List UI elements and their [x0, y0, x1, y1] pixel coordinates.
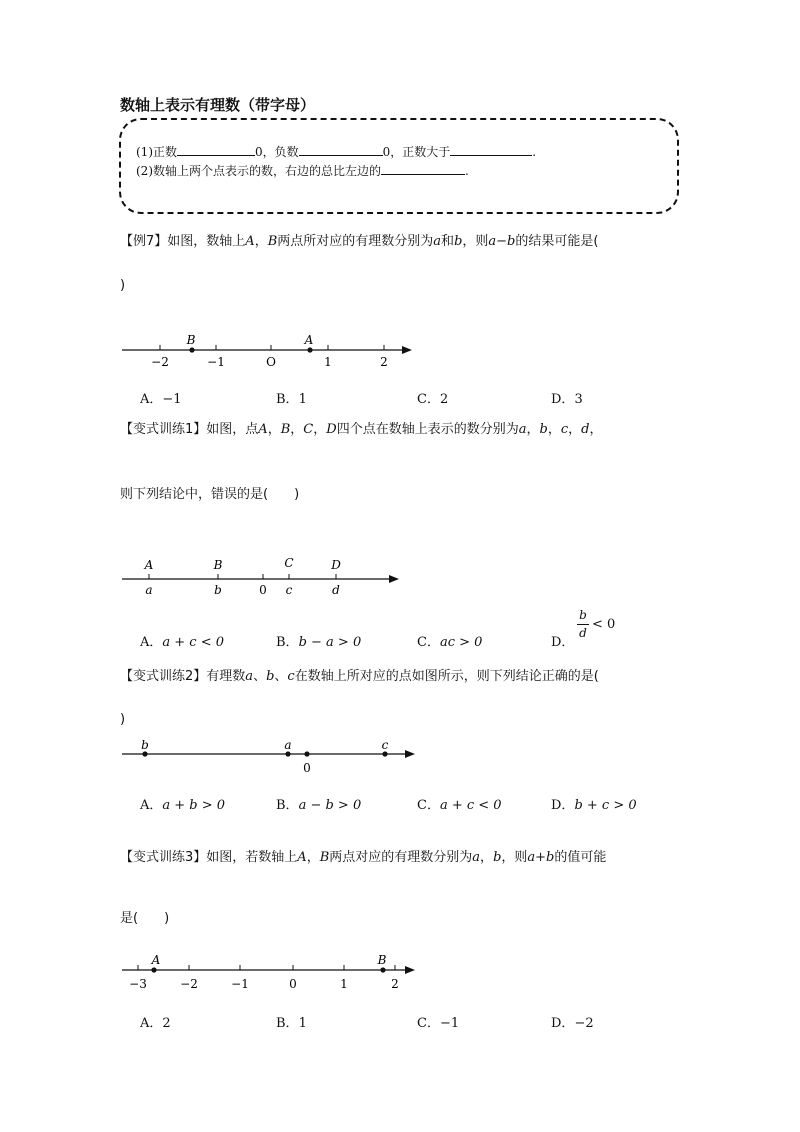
option-value: −2: [574, 1016, 594, 1031]
tick-label: 1: [340, 977, 348, 991]
v1-question-line-2: [120, 483, 299, 502]
point-label-B: B: [377, 953, 387, 967]
option-value: 2: [162, 1016, 171, 1031]
q-text: 两点所对应的有理数分别为: [277, 234, 434, 249]
v1-tag: 【变式训练1】: [120, 422, 207, 437]
v1-option-b[interactable]: [276, 631, 361, 650]
q-text: 是: [120, 911, 134, 926]
point-label-A: A: [151, 953, 161, 967]
q-text: ，则: [462, 234, 489, 249]
option-letter: D．: [551, 635, 575, 650]
point-label-c: c: [381, 738, 389, 752]
var-a: a: [245, 669, 254, 684]
axis-arrow: [405, 966, 415, 974]
q-text: 的值可能: [554, 850, 607, 865]
v3-option-c[interactable]: [417, 1012, 459, 1031]
fraction-numerator: b: [579, 608, 587, 622]
q-text: 如图，若数轴上: [206, 850, 298, 865]
point-label-A: A: [304, 333, 314, 347]
var-A: A: [297, 850, 307, 865]
point-label-D: D: [331, 558, 341, 572]
var-b: b: [454, 234, 463, 249]
q-text: 的结果可能是: [515, 234, 594, 249]
q-text: 在数轴上所对应的点如图所示，则下列结论正确的是: [294, 669, 594, 684]
option-value: 2: [439, 392, 449, 407]
tick-label: 2: [380, 355, 388, 369]
option-value: −1: [162, 392, 182, 407]
var-b: b: [266, 669, 275, 684]
v3-question: [120, 846, 606, 865]
q-text: ，: [254, 234, 268, 249]
var-c: c: [560, 422, 569, 437]
var-C: C: [303, 422, 314, 437]
v3-option-d[interactable]: [551, 1012, 594, 1031]
option-letter: C．: [417, 635, 440, 650]
tick-label: −1: [207, 355, 225, 369]
ex7-option-c[interactable]: [417, 388, 448, 407]
fill-text: 0，正数大于: [382, 145, 451, 159]
option-letter: B．: [276, 1016, 299, 1031]
option-value: ac > 0: [439, 635, 483, 650]
ex7-option-b[interactable]: [276, 388, 307, 407]
v2-question: [120, 665, 599, 684]
point-b: [142, 751, 147, 756]
var-a: a: [472, 850, 481, 865]
q-text: 如图，点: [206, 422, 259, 437]
ex7-option-d[interactable]: [551, 388, 583, 407]
blank-2: [299, 144, 383, 156]
option-letter: D．: [551, 798, 575, 813]
value-label-b: b: [214, 583, 222, 597]
option-value: b − a > 0: [298, 635, 362, 650]
option-letter: D．: [551, 1016, 575, 1031]
value-label-c: c: [285, 583, 293, 597]
tick-label: −1: [231, 977, 249, 991]
v2-option-d[interactable]: [551, 794, 637, 813]
q-text: 、: [253, 669, 267, 684]
q-text: ，: [306, 850, 320, 865]
v1-option-a[interactable]: [140, 631, 224, 650]
ex7-paren-close: ): [120, 278, 126, 293]
blank-1: [177, 144, 255, 156]
fraction-relation: < 0: [592, 617, 616, 632]
answer-paren: ( ): [263, 487, 300, 502]
v1-question: 【变式训练1】如图，点A，B，C，D四个点在数轴上表示的数分别为a，b，c，d，: [120, 422, 603, 437]
option-value: 3: [574, 392, 583, 407]
var-a: a: [433, 234, 442, 249]
tick-label: 2: [391, 977, 399, 991]
q-text: 则下列结论中，错误的是: [120, 487, 264, 502]
fill-text: .: [532, 145, 537, 159]
option-value: 1: [298, 1016, 307, 1031]
v1-number-line: [118, 552, 408, 600]
q-text: 两点对应的有理数分别为: [329, 850, 473, 865]
option-value: a + b > 0: [162, 798, 226, 813]
v3-tag: 【变式训练3】: [120, 850, 207, 865]
v2-option-c[interactable]: [417, 794, 502, 813]
option-letter: D．: [551, 392, 575, 407]
option-letter: C．: [417, 798, 440, 813]
var-A: A: [245, 234, 255, 249]
tick-label: O: [266, 355, 276, 369]
option-letter: B．: [276, 798, 299, 813]
fill-text: 0，负数: [255, 145, 299, 159]
v2-tag: 【变式训练2】: [120, 669, 207, 684]
value-label-d: d: [332, 583, 340, 597]
v3-number-line: [118, 950, 423, 992]
point-label-B: B: [186, 333, 196, 347]
v2-paren-close: ): [120, 712, 126, 727]
blank-4: [381, 163, 465, 175]
point-label-A: A: [144, 558, 154, 572]
v2-option-a[interactable]: [140, 794, 225, 813]
option-letter: C．: [417, 1016, 440, 1031]
section-title: 数轴上表示有理数（带字母）: [120, 96, 316, 114]
var-A: A: [258, 422, 268, 437]
fraction-bar: [577, 624, 589, 625]
q-text: 有理数: [206, 669, 246, 684]
option-letter: B．: [276, 635, 299, 650]
q-text: 如图，数轴上: [167, 234, 246, 249]
tick-label: −3: [129, 977, 147, 991]
var-c: c: [287, 669, 295, 684]
ex7-tag: 【例7】: [120, 234, 168, 249]
ex7-option-a[interactable]: [140, 388, 182, 407]
axis-arrow: [389, 575, 399, 583]
q-text: 、: [274, 669, 288, 684]
ex7-question: [120, 230, 598, 249]
tick-label: −2: [151, 355, 169, 369]
value-label-zero: 0: [259, 583, 267, 597]
var-B: B: [267, 234, 278, 249]
tick-label: 1: [324, 355, 332, 369]
option-value: a + c < 0: [162, 635, 225, 650]
point-label-zero: 0: [303, 761, 311, 775]
tick-label: −2: [180, 977, 198, 991]
point-label-B: B: [213, 558, 223, 572]
v2-option-b[interactable]: [276, 794, 361, 813]
blank-3: [450, 144, 532, 156]
fill-text: (1)正数: [136, 145, 177, 159]
ex7-number-line: [118, 330, 418, 372]
option-letter: A．: [140, 392, 163, 407]
var-B: B: [319, 850, 330, 865]
option-value: −1: [439, 1016, 460, 1031]
option-value: 1: [298, 392, 307, 407]
option-value: a − b > 0: [298, 798, 362, 813]
option-letter: A．: [140, 1016, 163, 1031]
point-A: [307, 347, 312, 352]
var-b: b: [493, 850, 502, 865]
option-letter: A．: [140, 798, 163, 813]
expr-a-plus-b: a+b: [527, 850, 555, 865]
v1-option-d[interactable]: [551, 631, 574, 650]
v2-number-line: [118, 735, 423, 777]
answer-paren: ( ): [133, 911, 170, 926]
point-a: [285, 751, 290, 756]
paren-open: (: [593, 234, 599, 249]
axis-arrow: [405, 750, 415, 758]
option-value: b + c > 0: [574, 798, 637, 813]
fill-in-line-2: [136, 162, 469, 179]
var-a: a: [518, 422, 527, 437]
var-B: B: [280, 422, 291, 437]
fill-text: (2)数轴上两个点表示的数，右边的总比左边的: [136, 164, 381, 178]
point-zero: [304, 751, 309, 756]
option-letter: A．: [140, 635, 163, 650]
point-B: [380, 967, 385, 972]
option-letter: B．: [276, 392, 299, 407]
point-label-a: a: [284, 738, 292, 752]
tick-label: 0: [289, 977, 297, 991]
q-text: ，则: [501, 850, 528, 865]
fill-in-line-1: [136, 143, 536, 160]
paren-open: (: [593, 669, 599, 684]
v3-option-b[interactable]: [276, 1012, 307, 1031]
point-A: [151, 967, 156, 972]
option-letter: C．: [417, 392, 440, 407]
expr-a-minus-b: a−b: [488, 234, 516, 249]
point-c: [382, 751, 387, 756]
fill-text: .: [465, 164, 469, 178]
q-text: ，: [480, 850, 494, 865]
var-b: b: [539, 422, 548, 437]
q-text: 四个点在数轴上表示的数分别为: [336, 422, 519, 437]
fraction-denominator: d: [579, 626, 587, 640]
axis-arrow: [402, 346, 412, 354]
value-label-a: a: [145, 583, 153, 597]
var-D: D: [326, 422, 337, 437]
v3-question-line-2: [120, 907, 169, 926]
var-d: d: [581, 422, 590, 437]
v1-option-c[interactable]: [417, 631, 482, 650]
option-value: a + c < 0: [439, 798, 502, 813]
q-text: 和: [441, 234, 455, 249]
point-label-b: b: [141, 738, 149, 752]
point-B: [189, 347, 194, 352]
point-label-C: C: [284, 556, 294, 570]
v3-option-a[interactable]: [140, 1012, 171, 1031]
